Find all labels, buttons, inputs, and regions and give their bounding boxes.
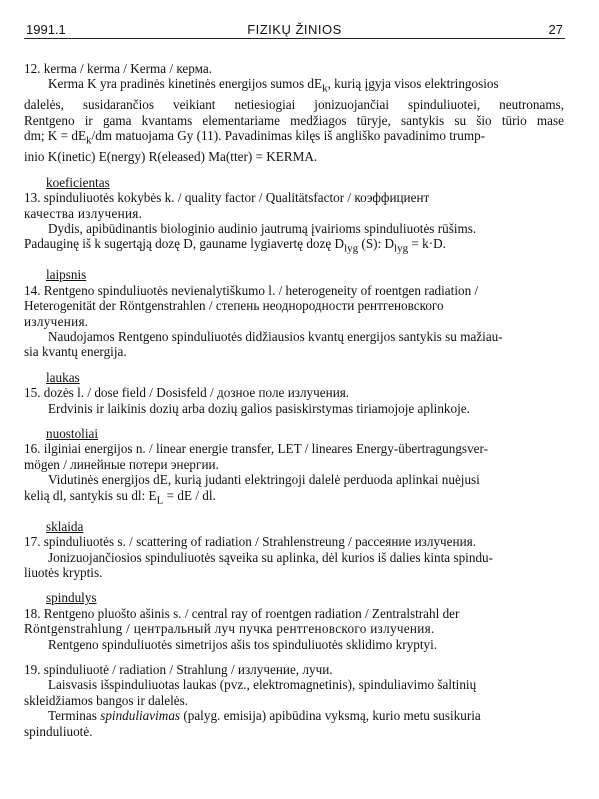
entry-heading-cont: Röntgenstrahlung / центральный луч пучка рентгеновского излучения. bbox=[24, 621, 435, 637]
entry-text: Erdvinis ir laikinis dozių arba dozių galios pasiskirstymas tiriamojoje aplinkoje. bbox=[48, 400, 470, 416]
entry-12 bbox=[24, 61, 564, 165]
entry-text: liuotės kryptis. bbox=[24, 564, 103, 580]
entry-text: Dydis, apibūdinantis biologinio audinio jautrumą įvairioms spinduliuotės rūšims. bbox=[48, 220, 477, 236]
section-label: nuostoliai bbox=[46, 426, 99, 442]
entry-text: Rentgeno spinduliuotės simetrijos ašis tos spinduliuotės sklidimo kryptyi. bbox=[48, 636, 438, 652]
entry-text: Rentgeno ir gama kvantams elementariame medžiagos tūryje, santykis su šio tūrio mase bbox=[24, 112, 564, 128]
entry-text: Vidutinės energijos dE, kurią judanti elektringoji dalelė perduoda aplinkai nuėjusi bbox=[48, 472, 480, 488]
entry-text: spinduliuotė. bbox=[24, 723, 93, 739]
issue-number: 1991.1 bbox=[26, 22, 66, 37]
entry-heading-cont: mögen / линейные потери энергии. bbox=[24, 456, 219, 472]
section-label: sklaida bbox=[46, 518, 84, 534]
entry-text: inio K(inetic) E(nergy) R(eleased) Ma(tter) = KERMA. bbox=[24, 149, 318, 165]
glossary-body bbox=[24, 61, 564, 749]
entry-19 bbox=[24, 662, 564, 739]
entry-heading-cont: Heterogenität der Röntgenstrahlen / степень неоднородности рентгеновского bbox=[24, 298, 444, 314]
entry-15 bbox=[24, 370, 564, 416]
entry-heading-cont: излучения. bbox=[24, 313, 89, 329]
entry-text: Kerma K yra pradinės kinetinės energijos sumos $dE_k$, kurią įgyja visos elektringosios bbox=[48, 76, 499, 96]
entry-heading: 19. spinduliuotė / radiation / Strahlung / излучение, лучи. bbox=[24, 661, 333, 677]
entry-heading: 16. ilginiai energijos n. / linear energie transfer, LET / lineares Energy-übertragungsver- bbox=[24, 441, 489, 457]
section-label: laipsnis bbox=[46, 267, 87, 283]
page-number: 27 bbox=[548, 22, 563, 37]
entry-text: dm; $K = dE_k/dm$ matuojama Gy (11). Pavadinimas kilęs iš angliško pavadinimo trump- bbox=[24, 128, 486, 147]
entry-14 bbox=[24, 267, 564, 359]
entry-heading: 14. Rentgeno spinduliuotės nevienalytiškumo l. / heterogeneity of roentgen radiation / bbox=[24, 282, 479, 298]
entry-17 bbox=[24, 519, 564, 581]
entry-heading: 12. kerma / kerma / Kerma / керма. bbox=[24, 61, 213, 76]
entry-text: sia kvantų energija. bbox=[24, 344, 127, 360]
entry-18 bbox=[24, 590, 564, 652]
page-header bbox=[24, 22, 565, 39]
entry-heading-cont: качества излучения. bbox=[24, 205, 143, 221]
entry-16 bbox=[24, 426, 564, 509]
entry-text: dalelės, susidarančios veikiant netiesiogiai jonizuojančiai spinduliuotei, neutronams, bbox=[24, 97, 564, 113]
entry-text: Padauginę iš k sugertąją dozę D, gauname lygiavertę dozę $D_{lyg}$ (S): $D_{lyg} = k\cdot D$. bbox=[24, 236, 446, 255]
entry-text: kelią dl, santykis su dl: $E_L$ = dE / dl. bbox=[24, 487, 216, 507]
entry-heading: 17. spinduliuotės s. / scattering of radiation / Strahlenstreung / рассеяние излучения. bbox=[24, 534, 477, 550]
entry-13 bbox=[24, 175, 564, 258]
entry-heading: 15. dozės l. / dose field / Dosisfeld / дозное поле излучения. bbox=[24, 385, 350, 401]
entry-text: Laisvasis išspinduliuotas laukas (pvz., elektromagnetinis), spinduliavimo šaltinių bbox=[48, 677, 477, 693]
entry-heading: 13. spinduliuotės kokybės k. / quality factor / Qualitätsfactor / коэффициент bbox=[24, 190, 430, 206]
section-label: spindulys bbox=[46, 590, 97, 606]
entry-text: Terminas spinduliavimas (palyg. emisija) apibūdina vyksmą, kurio metu susikuria bbox=[48, 708, 481, 724]
section-label: koeficientas bbox=[46, 174, 110, 190]
section-label: laukas bbox=[46, 369, 80, 385]
entry-heading: 18. Rentgeno pluošto ašinis s. / central ray of roentgen radiation / Zentralstrahl der bbox=[24, 605, 460, 621]
journal-title: FIZIKŲ ŽINIOS bbox=[247, 22, 342, 37]
entry-text: skleidžiamos bangos ir dalelės. bbox=[24, 692, 189, 708]
term-emphasis: spinduliavimas bbox=[100, 708, 181, 724]
entry-text: Naudojamos Rentgeno spinduliuotės didžiausios kvantų energijos santykis su mažiau- bbox=[48, 329, 503, 345]
entry-text: Jonizuojančiosios spinduliuotės sąveika su aplinka, dėl kurios iš dalies kinta spindu- bbox=[48, 549, 494, 565]
